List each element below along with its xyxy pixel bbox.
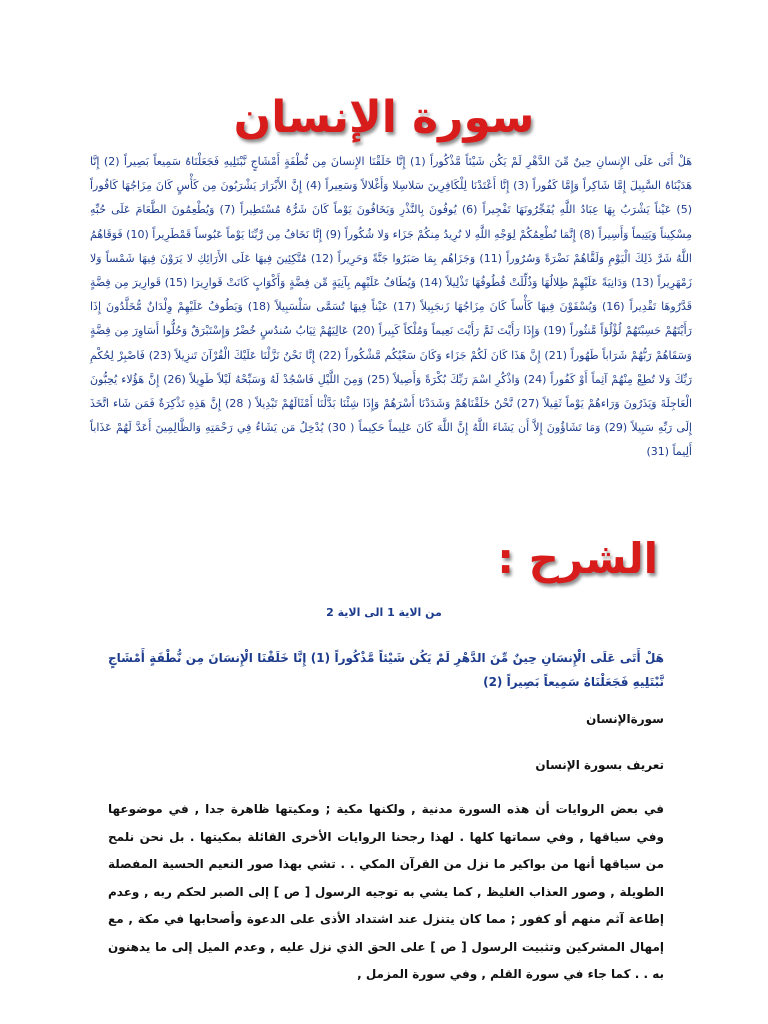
sharh-heading: الشرح : — [497, 534, 658, 583]
surah-verses: هَلْ أَتَى عَلَى الإِنسانِ حِينٌ مِّنَ الدَّهْرِ لَمْ يَكُن شَيْئاً مَّذْكُوراً (1) إِنَّا خَلَقْنَا الإِنسانَ مِن نُّطْفَةٍ أَمْشَاجٍ نَّبْتَلِيهِ فَجَعَلْنَاهُ سَمِيعاً بَصِيراً (2) إِنَّا هَدَيْنَاهُ السَّبِيلَ إِمَّا شَاكِراً وَإِمَّا كَفُوراً (3) إِنَّا أَعْتَدْنَا لِلْكَافِرِينَ سَلاسِلا وَأَغْلالاً وَسَعِيراً (4) إِنَّ الأَبْرَارَ يَشْرَبُونَ مِن كَأْسٍ كَانَ مِزَاجُهَا كَافُوراً (5) عَيْناً يَشْرَبُ بِهَا عِبَادُ اللَّهِ يُفَجِّرُونَهَا تَفْجِيراً (6) يُوفُونَ بِالنَّذْرِ وَيَخَافُونَ يَوْماً كَانَ شَرُّهُ مُسْتَطِيراً (7) وَيُطْعِمُونَ الطَّعَامَ عَلَى حُبِّهِ مِسْكِيناً وَيَتِيماً وَأَسِيراً (8) إِنَّمَا نُطْعِمُكُمْ لِوَجْهِ اللَّهِ لا نُرِيدُ مِنكُمْ جَزَاء وَلا شُكُوراً (9) إِنَّا نَخَافُ مِن رَّبِّنَا يَوْماً عَبُوساً قَمْطَرِيراً (10) فَوَقَاهُمُ اللَّهُ شَرَّ ذَلِكَ الْيَوْمِ وَلَقَّاهُمْ نَضْرَةً وَسُرُوراً (11) وَجَزَاهُم بِمَا صَبَرُوا جَنَّةً وَحَرِيراً (12) مُتَّكِئِينَ فِيهَا عَلَى الأَرَائِكِ لا يَرَوْنَ فِيهَا شَمْساً وَلا زَمْهَرِيراً (13) وَدَانِيَةً عَلَيْهِمْ ظِلالُهَا وَذُلِّلَتْ قُطُوفُهَا تَذْلِيلاً (14) وَيُطَافُ عَلَيْهِم بِآنِيَةٍ مِّن فِضَّةٍ وَأَكْوَابٍ كَانَتْ قَوارِيرَا (15) قَوارِيرَ مِن فِضَّةٍ قَدَّرُوهَا تَقْدِيراً (16) وَيُسْقَوْنَ فِيهَا كَأْساً كَانَ مِزَاجُهَا زَنجَبِيلاً (17) عَيْناً فِيهَا تُسَمَّى سَلْسَبِيلاً (18) وَيَطُوفُ عَلَيْهِمْ وِلْدَانٌ مُّخَلَّدُونَ إِذَا رَأَيْتَهُمْ حَسِبْتَهُمْ لُؤْلُؤاً مَّنثُوراً (19) وَإِذَا رَأَيْتَ ثَمَّ رَأَيْتَ نَعِيماً وَمُلْكاً كَبِيراً (20) عَالِيَهُمْ ثِيَابُ سُندُسٍ خُضْرٌ وَإِسْتَبْرَقٌ وَحُلُّوا أَسَاوِرَ مِن فِضَّةٍ وَسَقَاهُمْ رَبُّهُمْ شَرَاباً طَهُوراً (21) إِنَّ هَذَا كَانَ لَكُمْ جَزَاء وَكَانَ سَعْيُكُم مَّشْكُوراً (22) إِنَّا نَحْنُ نَزَّلْنَا عَلَيْكَ الْقُرْآنَ تَنزِيلاً (23) فَاصْبِرْ لِحُكْمِ رَبِّكَ وَلا تُطِعْ مِنْهُمْ آثِماً أَوْ كَفُوراً (24) وَاذْكُرِ اسْمَ رَبِّكَ بُكْرَةً وَأَصِيلاً (25) وَمِنَ اللَّيْلِ فَاسْجُدْ لَهُ وَسَبِّحْهُ لَيْلاً طَوِيلاً (26) إِنَّ هَؤُلاء يُحِبُّونَ الْعَاجِلَةَ وَيَذَرُونَ وَرَاءهُمْ يَوْماً ثَقِيلاً (27) نَّحْنُ خَلَقْنَاهُمْ وَشَدَدْنَا أَسْرَهُمْ وَإِذَا شِئْنَا بَدَّلْنَا أَمْثَالَهُمْ تَبْدِيلاً ( 28) إِنَّ هَذِهِ تَذْكِرَةٌ فَمَن شَاء اتَّخَذَ إِلَى رَبِّهِ سَبِيلاً (29) وَمَا تَشَاؤُونَ إِلاَّ أَن يَشَاءَ اللَّهُ إِنَّ اللَّهَ كَانَ عَلِيماً حَكِيماً ( 30) يُدْخِلُ مَن يَشَاءُ فِي رَحْمَتِهِ وَالظَّالِمِينَ أَعَدَّ لَهُمْ عَذَاباً أَلِيماً (31) — [90, 155, 693, 459]
intro-heading: تعريف بسورة الإنسان — [535, 758, 664, 772]
quoted-verses: هَلْ أَتَى عَلَى الْإِنسَانِ حِينٌ مِّنَ الدَّهْرِ لَمْ يَكُن شَيْئاً مَّذْكُوراً (1) إِنَّا خَلَقْنَا الْإِنسَانَ مِن نُّطْفَةٍ أَمْشَاجٍ نَّبْتَلِيهِ فَجَعَلْنَاهُ سَمِيعاً بَصِيراً (2) — [108, 651, 665, 689]
surah-title: سورة الإنسان — [233, 92, 535, 143]
surah-name-line: سورةالإنسان — [586, 712, 664, 726]
verse-range-label: من الاية 1 الى الاية 2 — [326, 606, 442, 619]
intro-paragraph: في بعض الروايات أن هذه السورة مدنية , ولكنها مكية ; ومكيتها ظاهرة جدا , في موضوعها وفي سياقها , وفي سماتها كلها . لهذا رجحنا الروايات الأخرى القائلة بمكيتها . بل نحن نلمح من سياقها أنها من بواكير ما نزل من القرآن المكي . . تشي بهذا صور النعيم الحسية المفصلة الطويلة , وصور العذاب الغليظ , كما يشي به توجيه الرسول [ ص ] إلى الصبر لحكم ربه , وعدم إطاعة آثم منهم أو كفور ; مما كان يتنزل عند اشتداد الأذى على الدعوة وأصحابها في مكة , مع إمهال المشركين وتثبيت الرسول [ ص ] على الحق الذي نزل عليه , وعدم الميل إلى ما يدهنون به . . كما جاء في سورة القلم , وفي سورة المزمل , — [108, 802, 664, 981]
